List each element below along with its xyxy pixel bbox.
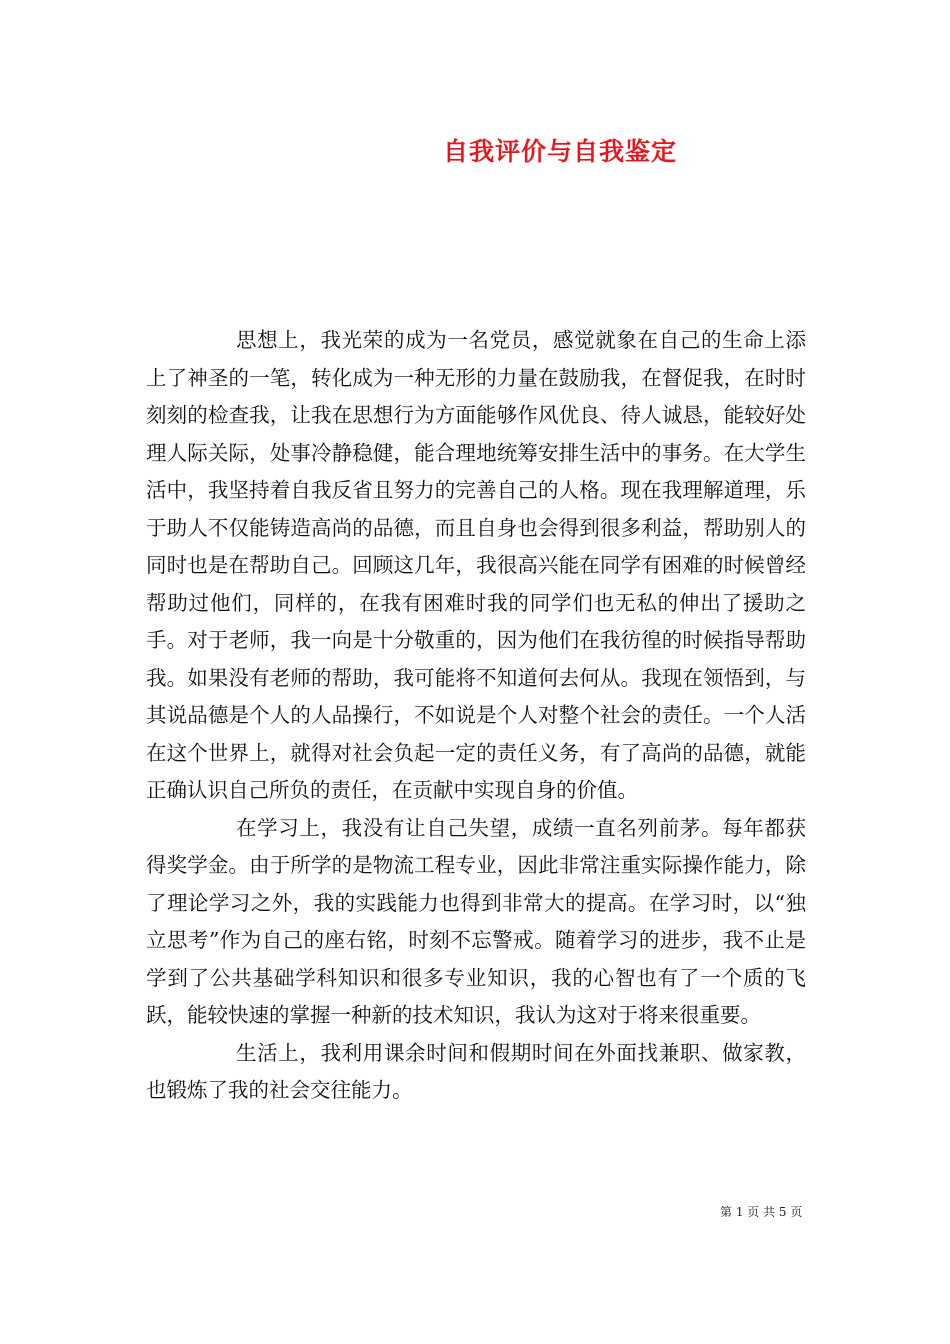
paragraph-ideology: 思想上，我光荣的成为一名党员，感觉就象在自己的生命上添上了神圣的一笔，转化成为一种无形的力量在鼓励我，在督促我，在时时刻刻的检查我，让我在思想行为方面能够作风优良、待人诚恳，能较好处理人际关际，处事冷静稳健，能合理地统筹安排生活中的事务。在大学生活中，我坚持着自我反省且努力的完善自己的人格。现在我理解道理，乐于助人不仅能铸造高尚的品德，而且自身也会得到很多利益，帮助别人的同时也是在帮助自己。回顾这几年，我很高兴能在同学有困难的时候曾经帮助过他们，同样的，在我有困难时我的同学们也无私的伸出了援助之手。对于老师，我一向是十分敬重的，因为他们在我彷徨的时候指导帮助我。如果没有老师的帮助，我可能将不知道何去何从。我现在领悟到，与其说品德是个人的人品操行，不如说是个人对整个社会的责任。一个人活在这个世界上，就得对社会负起一定的责任义务，有了高尚的品德，就能正确认识自己所负的责任，在贡献中实现自身的价值。	[146, 328, 806, 802]
paragraph-study: 在学习上，我没有让自己失望，成绩一直名列前茅。每年都获得奖学金。由于所学的是物流工程专业，因此非常注重实际操作能力，除了理论学习之外，我的实践能力也得到非常大的提高。在学习时，以“独立思考”作为自己的座右铭，时刻不忘警戒。随着学习的进步，我不止是学到了公共基础学科知识和很多专业知识，我的心智也有了一个质的飞跃，能较快速的掌握一种新的技术知识，我认为这对于将来很重要。	[146, 815, 806, 1027]
document-body	[146, 322, 806, 1110]
page-footer: 第 1 页 共 5 页	[720, 1205, 803, 1219]
paragraph-life: 生活上，我利用课余时间和假期时间在外面找兼职、做家教，也锻炼了我的社会交往能力。	[146, 1040, 806, 1102]
document-title: 自我评价与自我鉴定	[442, 137, 677, 166]
